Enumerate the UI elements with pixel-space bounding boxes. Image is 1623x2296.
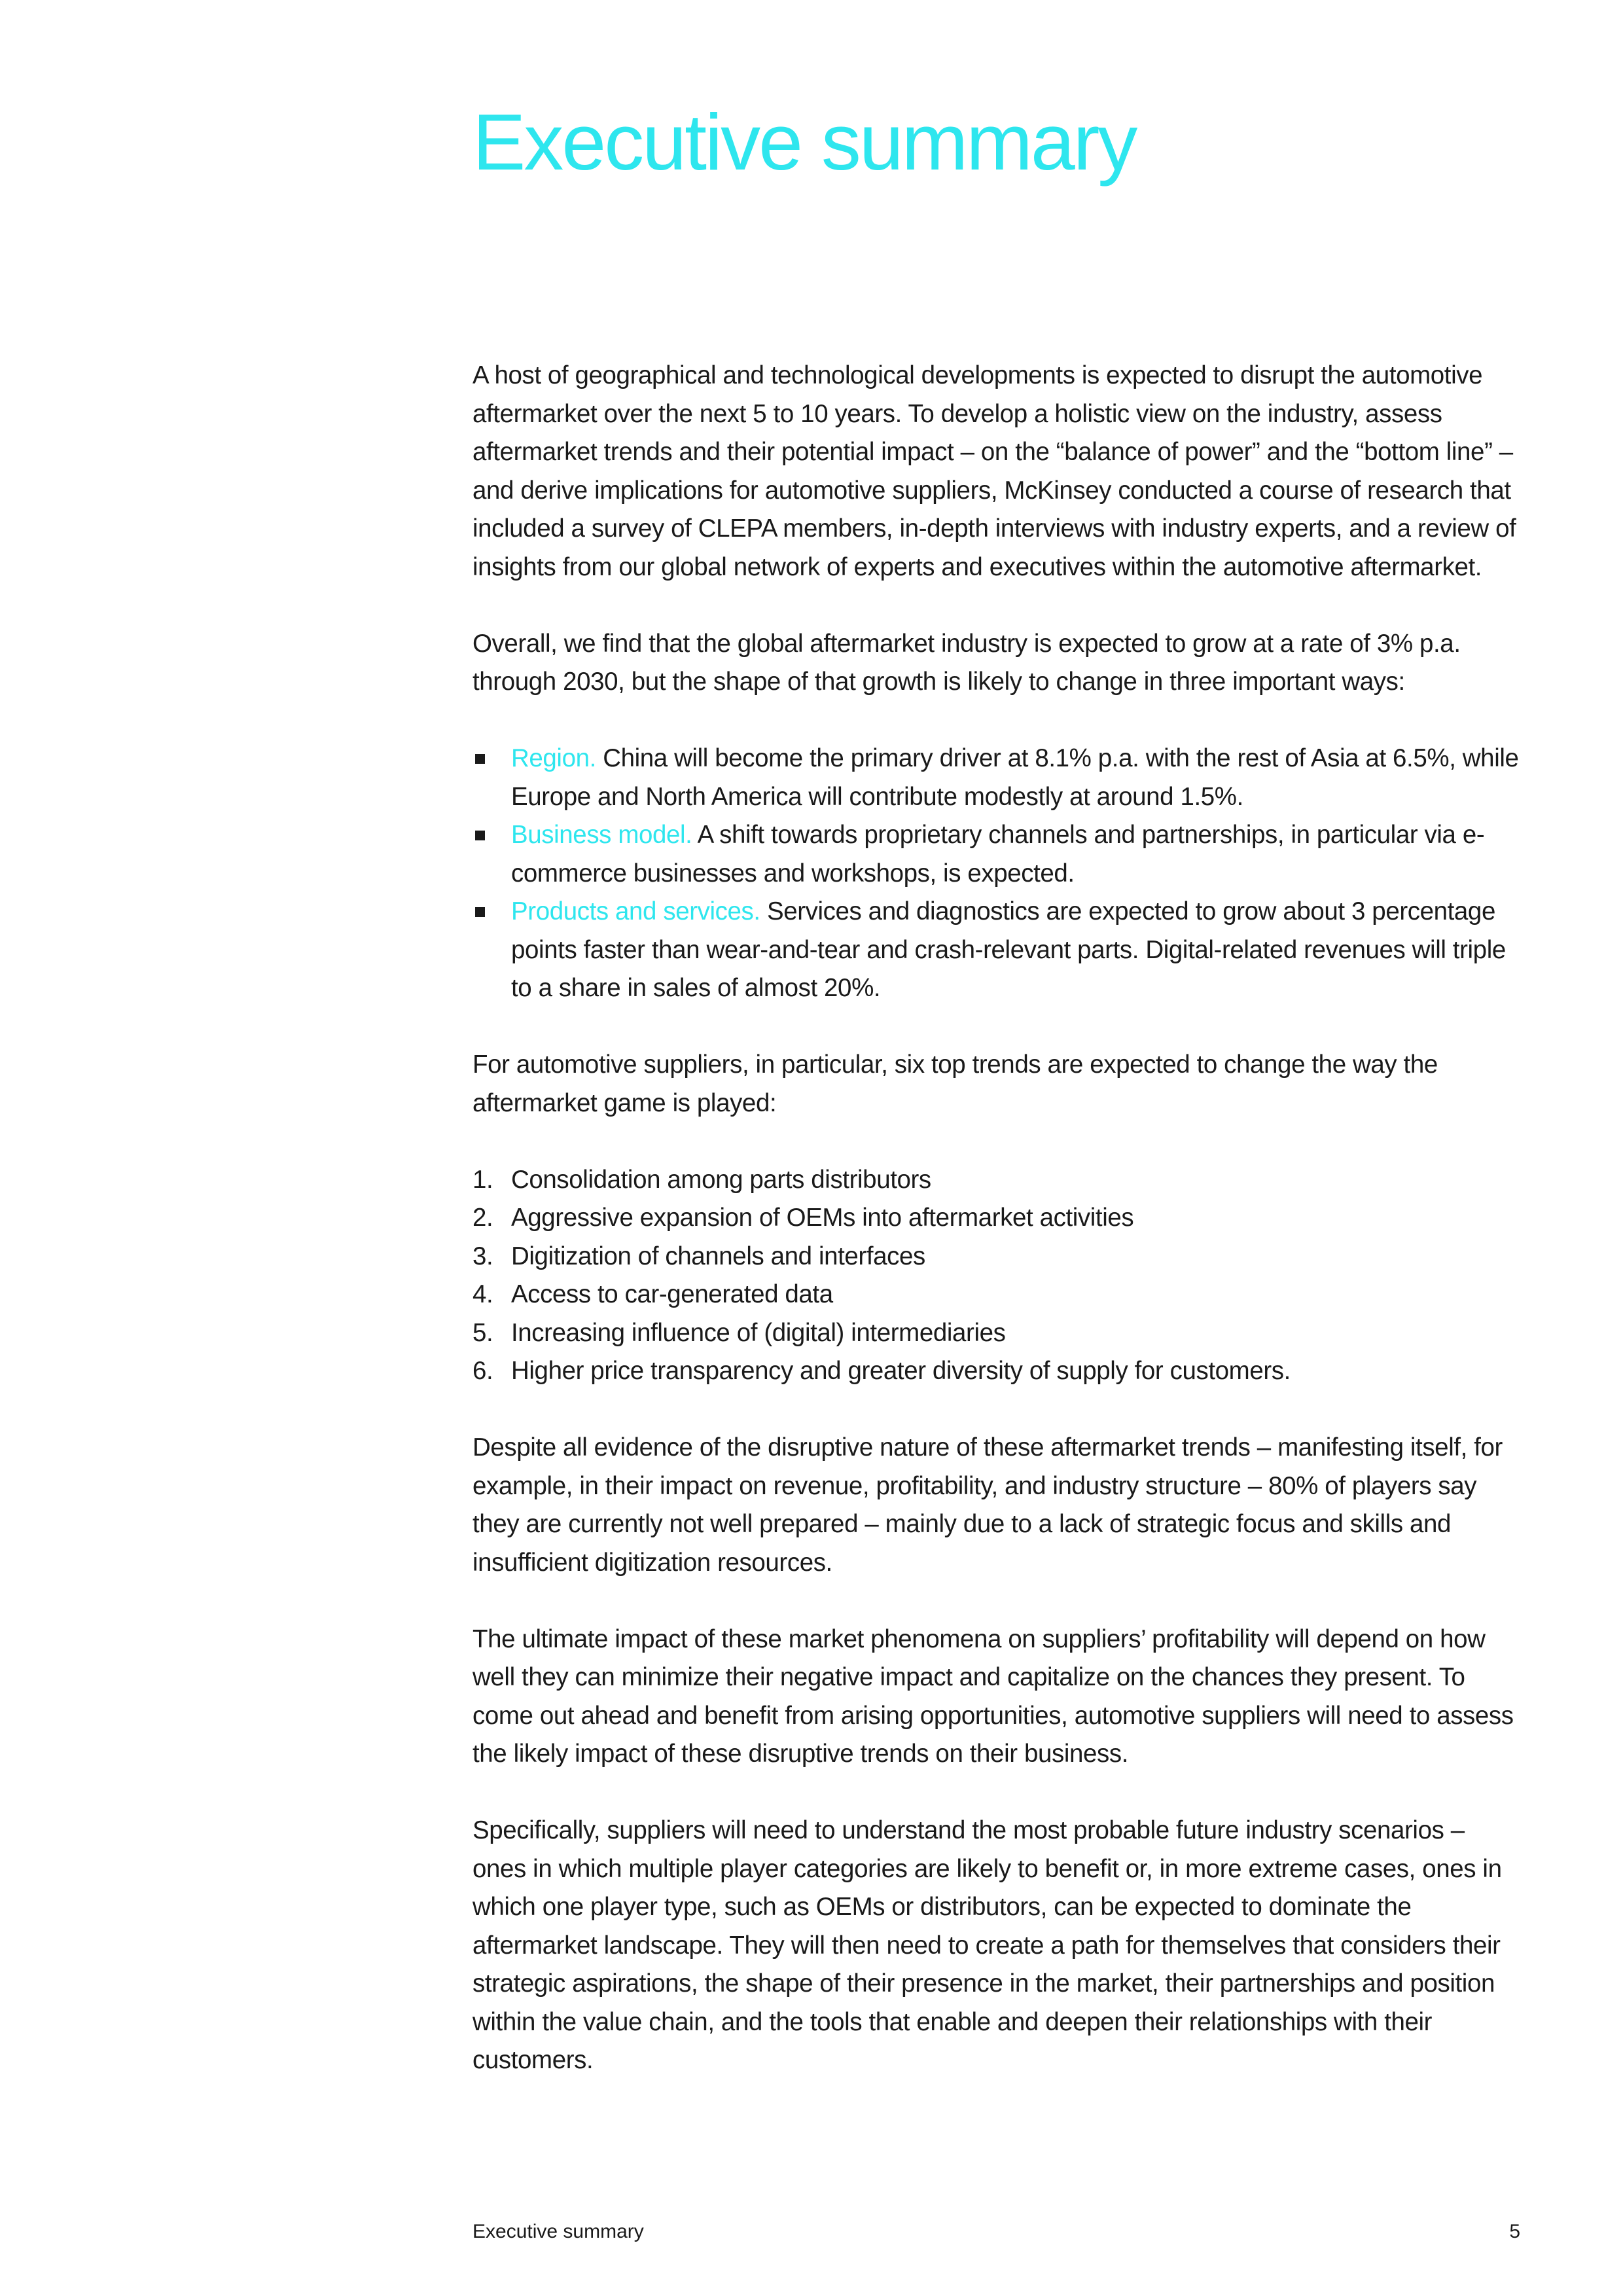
- list-item-text: Aggressive expansion of OEMs into aftermarket activities: [511, 1204, 1134, 1232]
- list-item-text: Digitization of channels and interfaces: [511, 1242, 925, 1270]
- list-item-text: Access to car-generated data: [511, 1280, 833, 1308]
- list-item: [473, 1238, 1520, 1276]
- list-item: [473, 1314, 1520, 1353]
- list-item-text: Consolidation among parts distributors: [511, 1165, 931, 1194]
- growth-changes-list: [473, 740, 1520, 1008]
- list-number: 2.: [473, 1204, 493, 1232]
- trends-list: [473, 1161, 1520, 1391]
- list-number: 6.: [473, 1357, 493, 1385]
- list-item: [473, 893, 1520, 1008]
- ultimate-impact-paragraph: The ultimate impact of these market phenomena on suppliers’ profitability will depend on how well they can minimize their negative impact and capitalize on the chances they present. To come out ahead and benefit from arising opportunities, automotive suppliers will need to assess the likely impact of these disruptive trends on their business.: [473, 1624, 1514, 1768]
- list-item: [473, 740, 1520, 816]
- intro-paragraph: A host of geographical and technological developments is expected to disrupt the automotive aftermarket over the next 5 to 10 years. To develop a holistic view on the industry, assess aftermarket trends and their potential impact – on the “balance of power” and the “bottom line” – and derive implications for automotive suppliers, McKinsey conducted a course of research that included a survey of CLEPA members, in-depth interviews with industry experts, and a review of insights from our global network of experts and executives within the automotive aftermarket.: [473, 361, 1516, 581]
- list-number: 4.: [473, 1280, 493, 1308]
- square-bullet-icon: [475, 754, 485, 764]
- square-bullet-icon: [475, 831, 485, 840]
- list-item: [473, 1352, 1520, 1391]
- overall-paragraph: Overall, we find that the global aftermarket industry is expected to grow at a rate of 3% p.a. through 2030, but the shape of that growth is likely to change in three important ways:: [473, 629, 1461, 696]
- list-item: [473, 1199, 1520, 1238]
- list-number: 1.: [473, 1165, 493, 1194]
- suppliers-intro-paragraph: For automotive suppliers, in particular, six top trends are expected to change the way the aftermarket game is played:: [473, 1050, 1438, 1117]
- list-item-text: Services and diagnostics are expected to grow about 3 percentage points faster than wear-and-tear and crash-relevant parts. Digital-related revenues will triple to a share in sales of almost 20%.: [511, 897, 1506, 1002]
- footer-section-title: Executive summary: [473, 2221, 644, 2242]
- body-content: [473, 357, 1520, 2118]
- list-number: 3.: [473, 1242, 493, 1270]
- page-number: 5: [1509, 2221, 1520, 2242]
- list-number: 5.: [473, 1318, 493, 1347]
- square-bullet-icon: [475, 907, 485, 917]
- list-item: [473, 1276, 1520, 1314]
- list-item-label: Products and services.: [511, 897, 760, 925]
- list-item-text: Higher price transparency and greater diversity of supply for customers.: [511, 1357, 1291, 1385]
- despite-paragraph: Despite all evidence of the disruptive nature of these aftermarket trends – manifesting itself, for example, in their impact on revenue, profitability, and industry structure – 80% of players say they are currently not well prepared – mainly due to a lack of strategic focus and skills and insufficient digitization resources.: [473, 1433, 1503, 1577]
- list-item: [473, 1161, 1520, 1200]
- list-item-label: Region.: [511, 744, 596, 772]
- list-item: [473, 816, 1520, 893]
- list-item-label: Business model.: [511, 821, 692, 849]
- page-title: Executive summary: [473, 98, 1136, 187]
- list-item-text: A shift towards proprietary channels and partnerships, in particular via e-commerce businesses and workshops, is expected.: [511, 821, 1485, 888]
- list-item-text: Increasing influence of (digital) intermediaries: [511, 1318, 1006, 1347]
- list-item-text: China will become the primary driver at 8.1% p.a. with the rest of Asia at 6.5%, while Europe and North America will contribute modestly at around 1.5%.: [511, 744, 1519, 811]
- specifically-paragraph: Specifically, suppliers will need to understand the most probable future industry scenarios – ones in which multiple player categories are likely to benefit or, in more extreme cases, ones in which one player type, such as OEMs or distributors, can be expected to dominate the aftermarket landscape. They will then need to create a path for themselves that considers their strategic aspirations, the shape of their presence in the market, their partnerships and position within the value chain, and the tools that enable and deepen their relationships with their customers.: [473, 1816, 1502, 2074]
